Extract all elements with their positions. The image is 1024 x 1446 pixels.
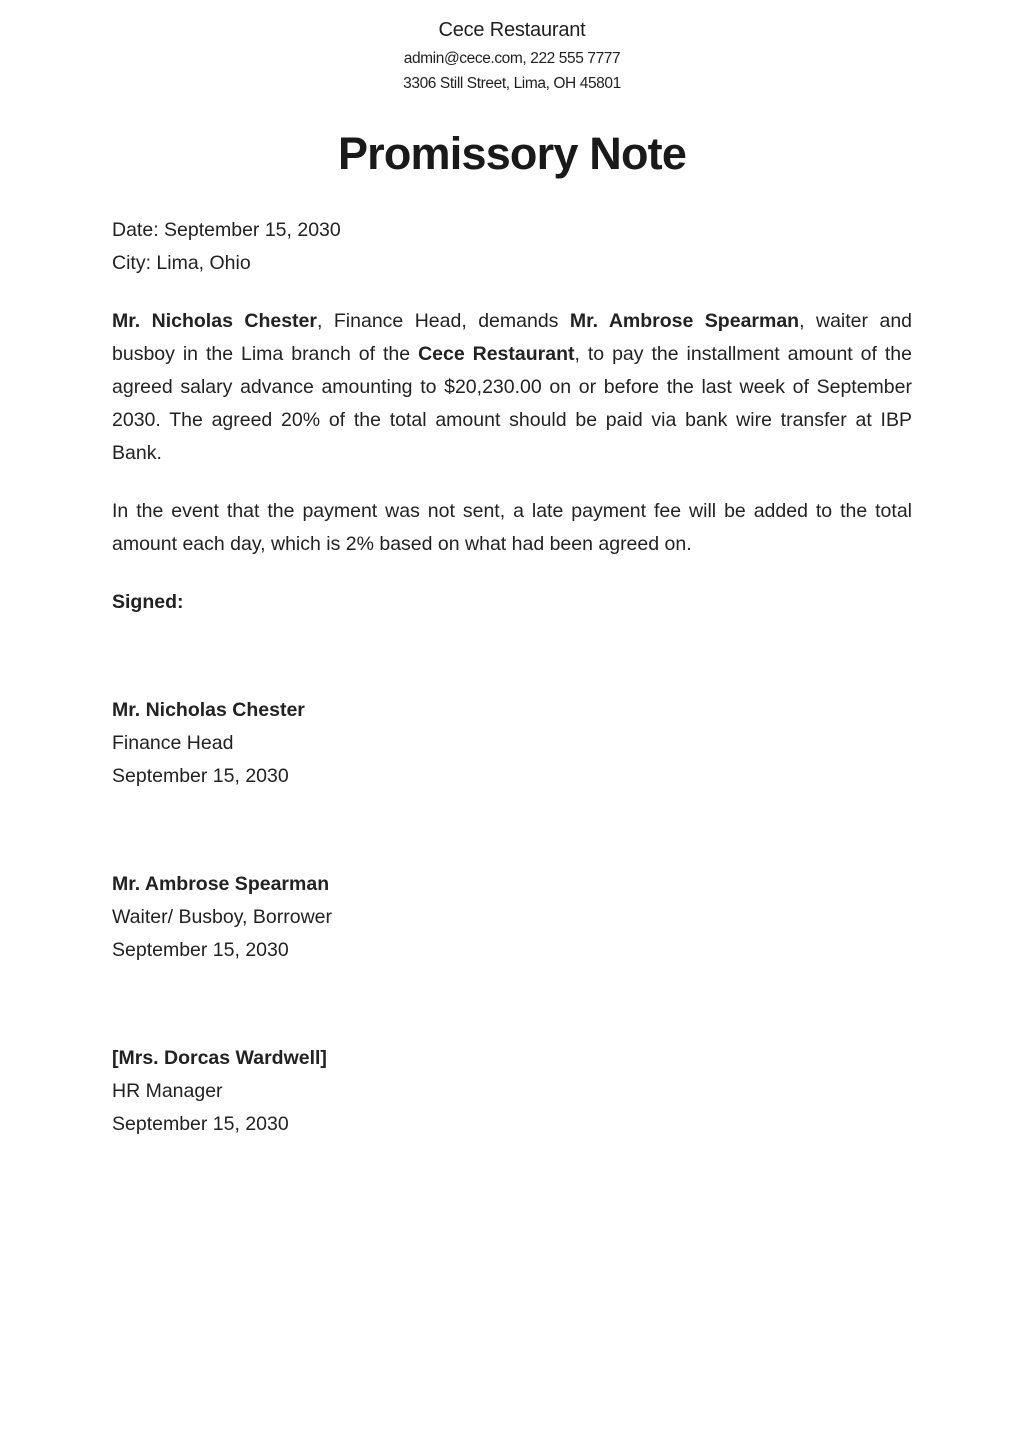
signature-block bbox=[112, 868, 912, 967]
signatory-name: Mr. Ambrose Spearman bbox=[112, 873, 330, 895]
city-line: City: Lima, Ohio bbox=[112, 252, 251, 274]
company-contact: admin@cece.com, 222 555 7777 bbox=[403, 50, 621, 67]
signed-label: Signed: bbox=[112, 591, 184, 613]
signatory-date: September 15, 2030 bbox=[112, 765, 289, 787]
lender-name: Mr. Nicholas Chester bbox=[112, 310, 317, 332]
signatory-role: HR Manager bbox=[112, 1080, 223, 1102]
signatory-date: September 15, 2030 bbox=[112, 1113, 289, 1135]
signatory-role: Waiter/ Busboy, Borrower bbox=[112, 906, 332, 928]
demand-paragraph bbox=[112, 305, 912, 470]
paragraph-text: , to pay the installment amount of the agreed salary advance amounting to $20,230.00 on or before the last week of September 2030. The agreed 20% of the total amount should be paid via bank wire transfer at IBP Bank. bbox=[112, 343, 912, 464]
signatory-role: Finance Head bbox=[112, 732, 234, 754]
signatory-name: [Mrs. Dorcas Wardwell] bbox=[112, 1047, 327, 1069]
signature-block bbox=[112, 694, 912, 793]
signature-block bbox=[112, 1042, 912, 1141]
date-line: Date: September 15, 2030 bbox=[112, 219, 341, 241]
signatory-name: Mr. Nicholas Chester bbox=[112, 699, 305, 721]
late-fee-paragraph: In the event that the payment was not sent, a late payment fee will be added to the total amount each day, which is 2% based on what had been agreed on. bbox=[112, 500, 912, 555]
company-address: 3306 Still Street, Lima, OH 45801 bbox=[403, 75, 621, 92]
paragraph-text: , Finance Head, demands bbox=[317, 310, 570, 332]
company-name-inline: Cece Restaurant bbox=[418, 343, 575, 365]
borrower-name: Mr. Ambrose Spearman bbox=[569, 310, 800, 332]
company-name: Cece Restaurant bbox=[438, 19, 586, 41]
paragraph-text: , waiter and busboy in the Lima branch of the bbox=[112, 310, 913, 365]
document-meta bbox=[112, 214, 912, 280]
signatory-date: September 15, 2030 bbox=[112, 939, 289, 961]
page-title: Promissory Note bbox=[337, 128, 687, 179]
